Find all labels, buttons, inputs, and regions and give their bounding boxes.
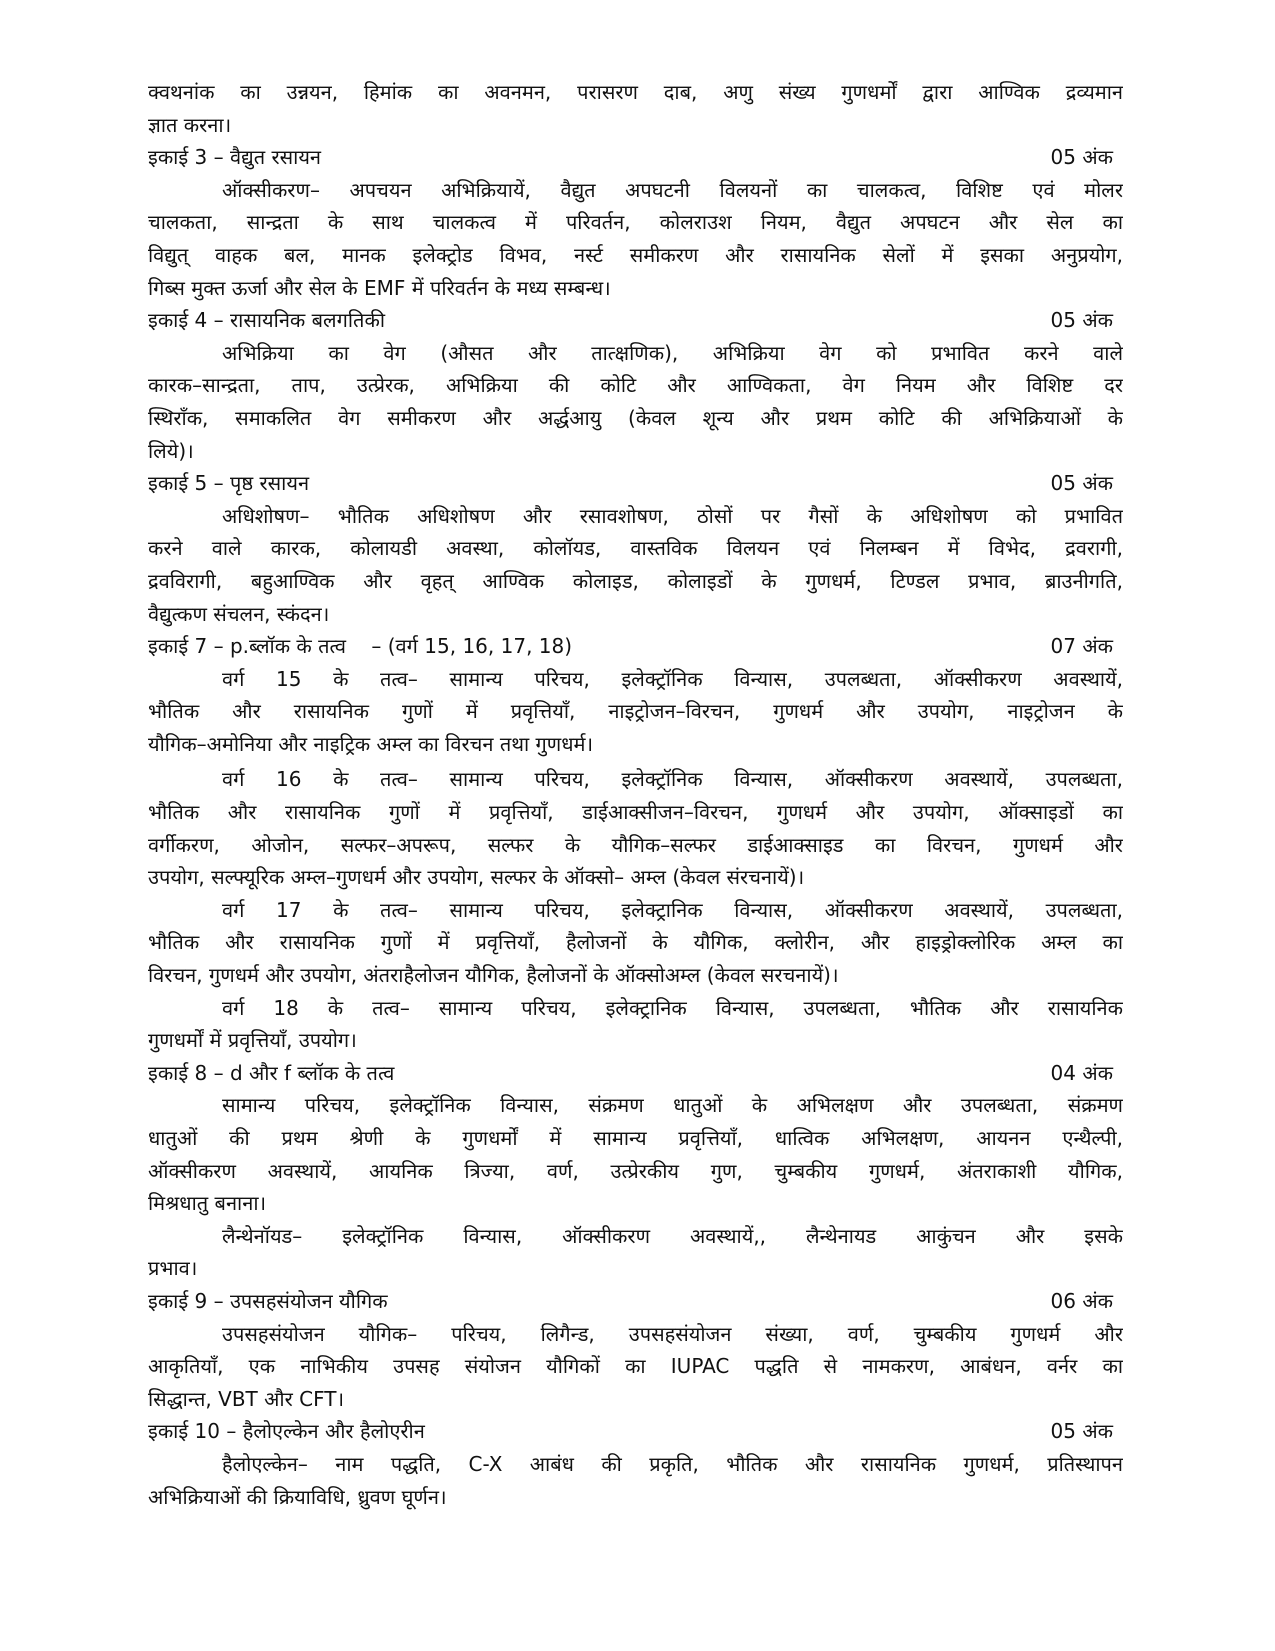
unit-title: इकाई 5 – पृष्ठ रसायन [148, 471, 310, 496]
text-line: अभिक्रिया का वेग (औसत और तात्क्षणिक), अभिक्रिया वेग को प्रभावित करने वाले [222, 340, 1123, 365]
text-line: अधिशोषण– भौतिक अधिशोषण और रसावशोषण, ठोसों पर गैसों के अधिशोषण को प्रभावित [222, 503, 1123, 528]
text-line: विद्युत् वाहक बल, मानक इलेक्ट्रोड विभव, नर्स्ट समीकरण और रासायनिक सेलों में इसका अनुप्रयोग, [148, 242, 1123, 267]
text-line: चालकता, सान्द्रता के साथ चालकत्व में परिवर्तन, कोलराउश नियम, वैद्युत अपघटन और सेल का [148, 210, 1123, 235]
unit-heading [148, 304, 1123, 337]
text-line: सामान्य परिचय, इलेक्ट्रॉनिक विन्यास, संक्रमण धातुओं के अभिलक्षण और उपलब्धता, संक्रमण [222, 1093, 1123, 1118]
unit-heading [148, 141, 1123, 174]
text-line: यौगिक–अमोनिया और नाइट्रिक अम्ल का विरचन तथा गुणधर्म। [148, 731, 594, 756]
text-line: वैद्युत्कण संचलन, स्कंदन। [148, 601, 330, 626]
text-line: अभिक्रियाओं की क्रियाविधि, ध्रुवण घूर्णन। [148, 1484, 447, 1509]
unit-title: इकाई 8 – d और f ब्लॉक के तत्व [148, 1060, 395, 1085]
text-line: वर्ग 15 के तत्व– सामान्य परिचय, इलेक्ट्रॉनिक विन्यास, उपलब्धता, ऑक्सीकरण अवस्थायें, [222, 666, 1123, 691]
text-line: वर्ग 16 के तत्व– सामान्य परिचय, इलेक्ट्रॉनिक विन्यास, ऑक्सीकरण अवस्थायें, उपलब्धता, [222, 767, 1123, 792]
unit-title: इकाई 3 – वैद्युत रसायन [148, 145, 322, 170]
text-line: सिद्धान्त, VBT और CFT। [148, 1386, 345, 1411]
unit-marks: 05 अंक [1050, 308, 1113, 333]
text-line: ऑक्सीकरण– अपचयन अभिक्रियायें, वैद्युत अपघटनी विलयनों का चालकत्व, विशिष्ट एवं मोलर [222, 177, 1123, 202]
text-line: वर्ग 17 के तत्व– सामान्य परिचय, इलेक्ट्रानिक विन्यास, ऑक्सीकरण अवस्थायें, उपलब्धता, [222, 897, 1123, 922]
unit-heading [148, 630, 1123, 663]
unit-heading [148, 1285, 1123, 1318]
text-line: उपसहसंयोजन यौगिक– परिचय, लिगैन्ड, उपसहसंयोजन संख्या, वर्ण, चुम्बकीय गुणधर्म और [222, 1321, 1123, 1346]
text-line: लैन्थेनॉयड– इलेक्ट्रॉनिक विन्यास, ऑक्सीकरण अवस्थायें,, लैन्थेनायड आकुंचन और इसके [222, 1223, 1123, 1248]
text-line: प्रभाव। [148, 1256, 198, 1281]
text-line: लिये)। [148, 438, 194, 463]
text-line: स्थिराँक, समाकलित वेग समीकरण और अर्द्धआयु (केवल शून्य और प्रथम कोटि की अभिक्रियाओं के [148, 405, 1123, 430]
text-line: गुणधर्मों में प्रवृत्तियाँ, उपयोग। [148, 1028, 357, 1053]
unit-heading [148, 1415, 1123, 1448]
unit-marks: 04 अंक [1050, 1060, 1113, 1085]
text-line: मिश्रधातु बनाना। [148, 1191, 267, 1216]
text-line: भौतिक और रासायनिक गुणों में प्रवृत्तियाँ, डाईआक्सीजन–विरचन, गुणधर्म और उपयोग, ऑक्साइडों का [148, 800, 1123, 825]
text-line: धातुओं की प्रथम श्रेणी के गुणधर्मों में सामान्य प्रवृत्तियाँ, धात्विक अभिलक्षण, आयनन एन्थैल्पी, [148, 1126, 1123, 1150]
text-line: हैलोएल्केन– नाम पद्धति, C-X आबंध की प्रकृति, भौतिक और रासायनिक गुणधर्म, प्रतिस्थापन [222, 1451, 1123, 1476]
unit-marks: 05 अंक [1050, 1419, 1113, 1444]
text-line: क्वथनांक का उन्नयन, हिमांक का अवनमन, परासरण दाब, अणु संख्य गुणधर्मों द्वारा आण्विक द्रव्यमान [148, 80, 1123, 104]
unit-heading [148, 467, 1123, 500]
text-line: कारक–सान्द्रता, ताप, उत्प्रेरक, अभिक्रिया की कोटि और आण्विकता, वेग नियम और विशिष्ट दर [148, 373, 1123, 398]
text-line: द्रवविरागी, बहुआण्विक और वृहत् आण्विक कोलाइड, कोलाइडों के गुणधर्म, टिण्डल प्रभाव, ब्राउनीगति, [148, 568, 1123, 593]
text-line: गिब्स मुक्त ऊर्जा और सेल के EMF में परिवर्तन के मध्य सम्बन्ध। [148, 275, 611, 300]
unit-heading [148, 1057, 1123, 1090]
text-line: वर्गीकरण, ओजोन, सल्फर–अपरूप, सल्फर के यौगिक–सल्फर डाईआक्साइड का विरचन, गुणधर्म और [148, 832, 1123, 857]
text-line: आकृतियाँ, एक नाभिकीय उपसह संयोजन यौगिकों का IUPAC पद्धति से नामकरण, आबंधन, वर्नर का [148, 1354, 1123, 1379]
text-line: वर्ग 18 के तत्व– सामान्य परिचय, इलेक्ट्रानिक विन्यास, उपलब्धता, भौतिक और रासायनिक [222, 995, 1123, 1020]
unit-marks: 06 अंक [1050, 1288, 1113, 1313]
text-line: ऑक्सीकरण अवस्थायें, आयनिक त्रिज्या, वर्ण, उत्प्रेरकीय गुण, चुम्बकीय गुणधर्म, अंतराकाशी यौगिक, [148, 1158, 1123, 1183]
unit-title: इकाई 10 – हैलोएल्केन और हैलोएरीन [148, 1419, 425, 1444]
text-line: करने वाले कारक, कोलायडी अवस्था, कोलॉयड, वास्तविक विलयन एवं निलम्बन में विभेद, द्रवरागी, [148, 536, 1123, 561]
text-line: भौतिक और रासायनिक गुणों में प्रवृत्तियाँ, नाइट्रोजन–विरचन, गुणधर्म और उपयोग, नाइट्रोजन के [148, 699, 1123, 724]
unit-title: इकाई 9 – उपसहसंयोजन यौगिक [148, 1288, 388, 1313]
unit-marks: 07 अंक [1050, 634, 1113, 659]
unit-title: इकाई 4 – रासायनिक बलगतिकी [148, 308, 385, 333]
text-line: विरचन, गुणधर्म और उपयोग, अंतराहैलोजन यौगिक, हैलोजनों के ऑक्सोअम्ल (केवल सरचनायें)। [148, 963, 839, 988]
unit-marks: 05 अंक [1050, 471, 1113, 496]
text-line: ज्ञात करना। [148, 112, 232, 137]
unit-marks: 05 अंक [1050, 145, 1113, 170]
text-line: उपयोग, सल्फ्यूरिक अम्ल–गुणधर्म और उपयोग, सल्फर के ऑक्सो– अम्ल (केवल संरचनायें)। [148, 865, 805, 890]
unit-title: इकाई 7 – p.ब्लॉक के तत्व – (वर्ग 15, 16, 17, 18) [148, 634, 573, 659]
text-line: भौतिक और रासायनिक गुणों में प्रवृत्तियाँ, हैलोजनों के यौगिक, क्लोरीन, और हाइड्रोक्लोरिक अम्ल का [148, 930, 1123, 955]
